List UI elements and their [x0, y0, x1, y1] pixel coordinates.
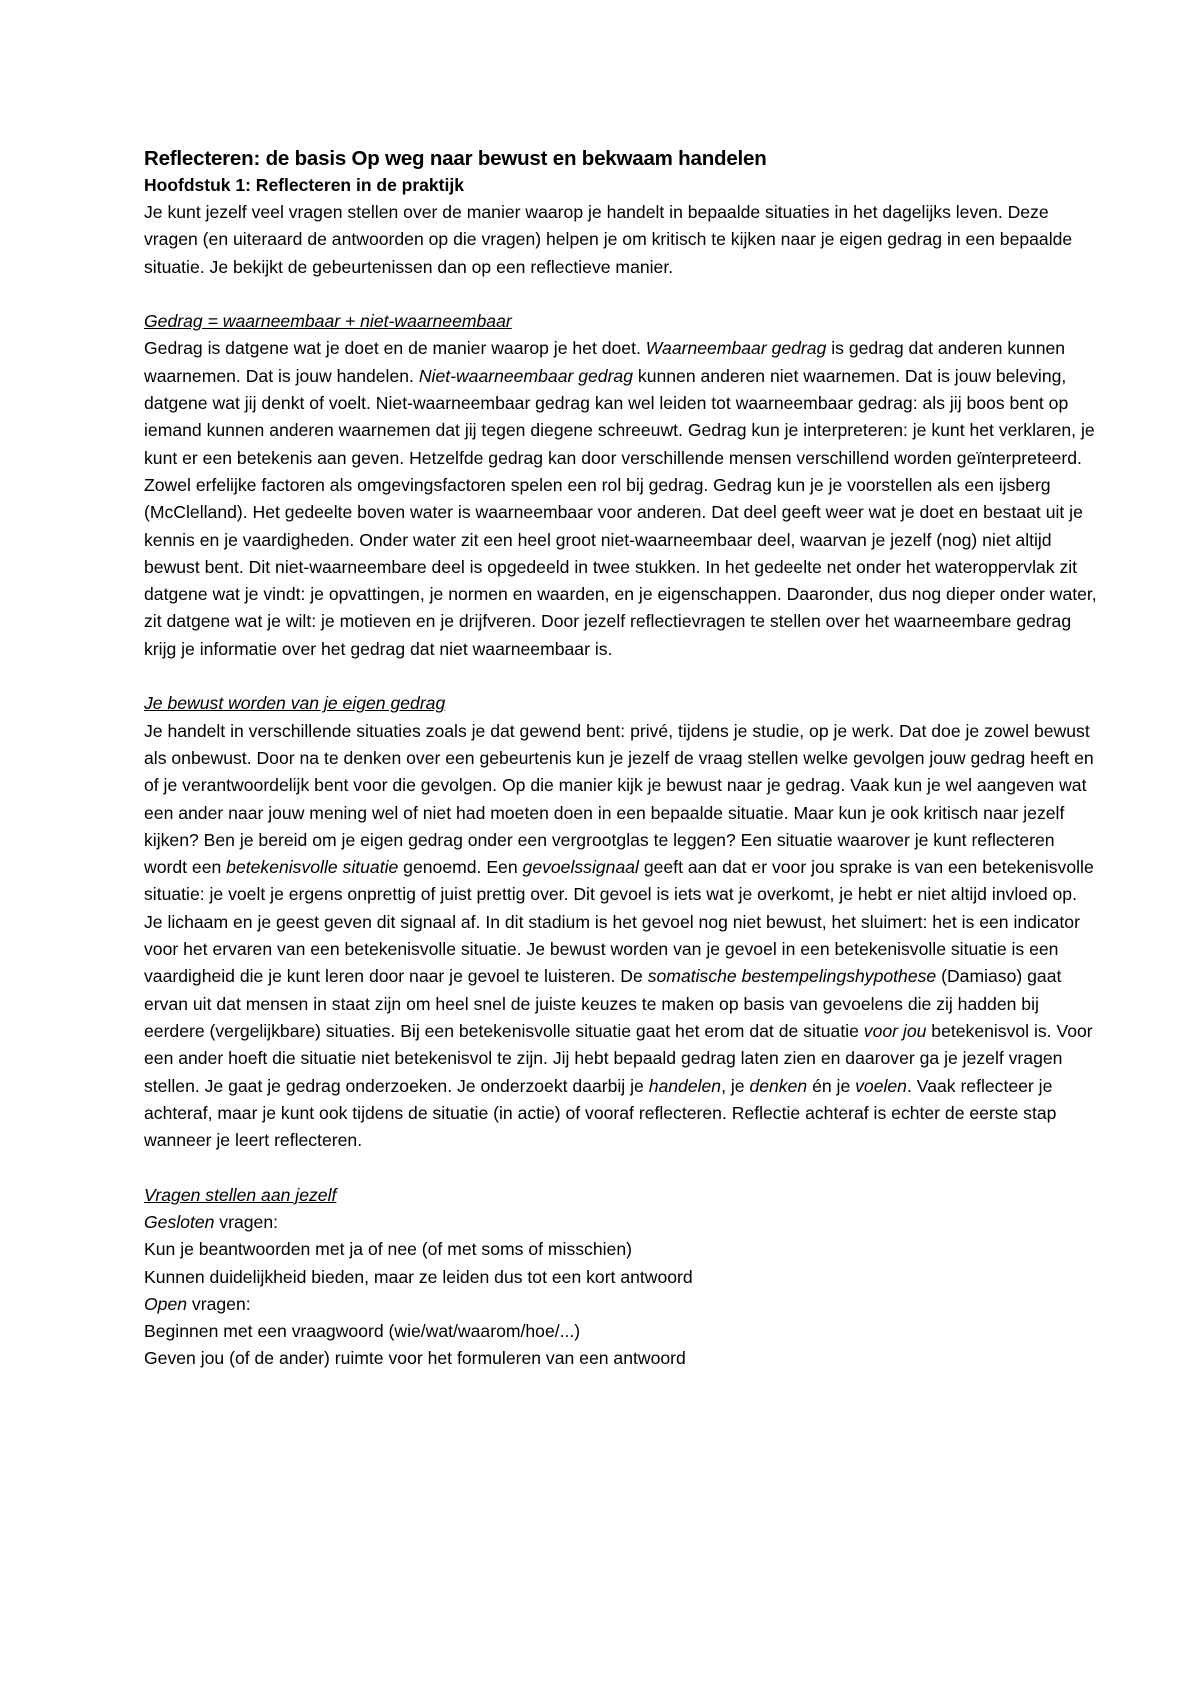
italic-term: Gesloten [144, 1211, 215, 1232]
document-title: Reflecteren: de basis Op weg naar bewust en bekwaam handelen [144, 147, 767, 170]
italic-term: betekenisvolle situatie [226, 857, 399, 878]
text-run: vragen: [187, 1293, 251, 1314]
italic-term: somatische bestempelingshypothese [647, 966, 937, 987]
text-run: Je handelt in verschillende situaties zoals je dat gewend bent: privé, tijdens je studie, op je werk. Dat doe je zowel bewust als onbewust. Door na te denken over een gebeurtenis kun je jezelf de vraag stellen welke gevolgen jouw gedrag heeft en of je verantwoordelijk bent voor die gevolgen. Op die manier kijk je bewust naar je gedrag. Vaak kun je wel aangeven wat een ander naar jouw mening wel of niet had moeten doen in een bepaalde situatie. Maar kun je ook kritisch naar jezelf kijken? Ben je bereid om je eigen gedrag onder een vergrootglas te leggen? Een situatie waarover je kunt reflecteren wordt een [144, 720, 1094, 878]
italic-term: voor jou [863, 1020, 927, 1041]
section-paragraph-gedrag [144, 335, 1100, 663]
chapter-heading: Hoofdstuk 1: Reflecteren in de praktijk [144, 175, 464, 195]
italic-term: voelen [855, 1075, 907, 1096]
italic-term: Niet-waarneembaar gedrag [418, 365, 634, 386]
text-run: is gedrag dat anderen kunnen waarnemen. Dat is jouw handelen. [144, 338, 1066, 386]
italic-term: handelen [648, 1075, 722, 1096]
italic-term: gevoelssignaal [522, 857, 639, 878]
section-heading-bewust: Je bewust worden van je eigen gedrag [144, 693, 446, 714]
text-run: betekenisvol is. Voor een ander hoeft die situatie niet betekenisvol te zijn. Jij hebt bepaald gedrag laten zien en daarover ga je jezelf vragen stellen. Je gaat je gedrag onderzoeken. Je onderzoekt daarbij je [144, 1020, 1093, 1096]
text-run: én je [807, 1075, 856, 1096]
intro-paragraph: Je kunt jezelf veel vragen stellen over de manier waarop je handelt in bepaalde situaties in het dagelijks leven. Deze vragen (en uiteraard de antwoorden op die vragen) helpen je om kritisch te kijken naar je eigen gedrag in een bepaalde situatie. Je bekijkt de gebeurtenissen dan op een reflectieve manier. [144, 202, 1073, 277]
text-run: (Damiaso) gaat ervan uit dat mensen in staat zijn om heel snel de juiste keuzes te maken op basis van gevoelens die zij hadden bij eerdere (vergelijkbare) situaties. Bij een betekenisvolle situatie gaat het erom dat de situatie [144, 966, 1062, 1041]
italic-term: Waarneembaar gedrag [645, 338, 827, 359]
open-questions-label [144, 1291, 1100, 1318]
text-run: vragen: [214, 1211, 278, 1232]
text-run: . Vaak reflecteer je achteraf, maar je kunt ook tijdens de situatie (in actie) of vooraf reflecteren. Reflectie achteraf is echter de eerste stap wanneer je leert reflecteren. [144, 1075, 1057, 1151]
text-run: , je [721, 1075, 750, 1096]
open-questions-line-1: Beginnen met een vraagwoord (wie/wat/waarom/hoe/...) [144, 1321, 581, 1342]
text-run: kunnen anderen niet waarnemen. Dat is jouw beleving, datgene wat jij denkt of voelt. Niet-waarneembaar gedrag kan wel leiden tot waarneembaar gedrag: als jij boos bent op iemand kunnen anderen waarnemen dat jij tegen diegene schreeuwt. Gedrag kun je interpreteren: je kunt het verklaren, je kunt er een betekenis aan geven. Hetzelfde gedrag kan door verschillende mensen verschillend worden geïnterpreteerd. Zowel erfelijke factoren als omgevingsfactoren spelen een rol bij gedrag. Gedrag kun je je voorstellen als een ijsberg (McClelland). Het gedeelte boven water is waarneembaar voor anderen. Dat deel geeft weer wat je doet en bestaat uit je kennis en je vaardigheden. Onder water zit een heel groot niet-waarneembaar deel, waarvan je jezelf (nog) niet altijd bewust bent. Dit niet-waarneembare deel is opgedeeld in twee stukken. In het gedeelte net onder het wateroppervlak zit datgene wat je vindt: je opvattingen, je normen en waarden, en je eigenschappen. Daaronder, dus nog dieper onder water, zit datgene wat je wilt: je motieven en je drijfveren. Door jezelf reflectievragen te stellen over het waarneembare gedrag krijg je informatie over het gedrag dat niet waarneembaar is. [144, 365, 1097, 659]
italic-term: denken [749, 1075, 808, 1096]
closed-questions-line-1: Kun je beantwoorden met ja of nee (of met soms of misschien) [144, 1239, 632, 1260]
section-heading-gedrag: Gedrag = waarneembaar + niet-waarneembaar [144, 311, 512, 332]
text-run: Gedrag is datgene wat je doet en de manier waarop je het doet. [144, 338, 646, 359]
closed-questions-label [144, 1209, 1100, 1236]
closed-questions-line-2: Kunnen duidelijkheid bieden, maar ze leiden dus tot een kort antwoord [144, 1266, 693, 1287]
italic-term: Open [144, 1293, 188, 1314]
section-paragraph-bewust [144, 718, 1100, 1155]
text-run: genoemd. Een [398, 857, 523, 878]
section-heading-vragen: Vragen stellen aan jezelf [144, 1184, 337, 1205]
open-questions-line-2: Geven jou (of de ander) ruimte voor het formuleren van een antwoord [144, 1348, 686, 1369]
text-run: geeft aan dat er voor jou sprake is van een betekenisvolle situatie: je voelt je ergens onprettig of juist prettig over. Dit gevoel is iets wat je overkomt, je hebt er niet altijd invloed op. Je lichaam en je geest geven dit signaal af. In dit stadium is het gevoel nog niet bewust, het sluimert: het is een indicator voor het ervaren van een betekenisvolle situatie. Je bewust worden van je gevoel in een betekenisvolle situatie is een vaardigheid die je kunt leren door naar je gevoel te luisteren. De [144, 857, 1094, 987]
